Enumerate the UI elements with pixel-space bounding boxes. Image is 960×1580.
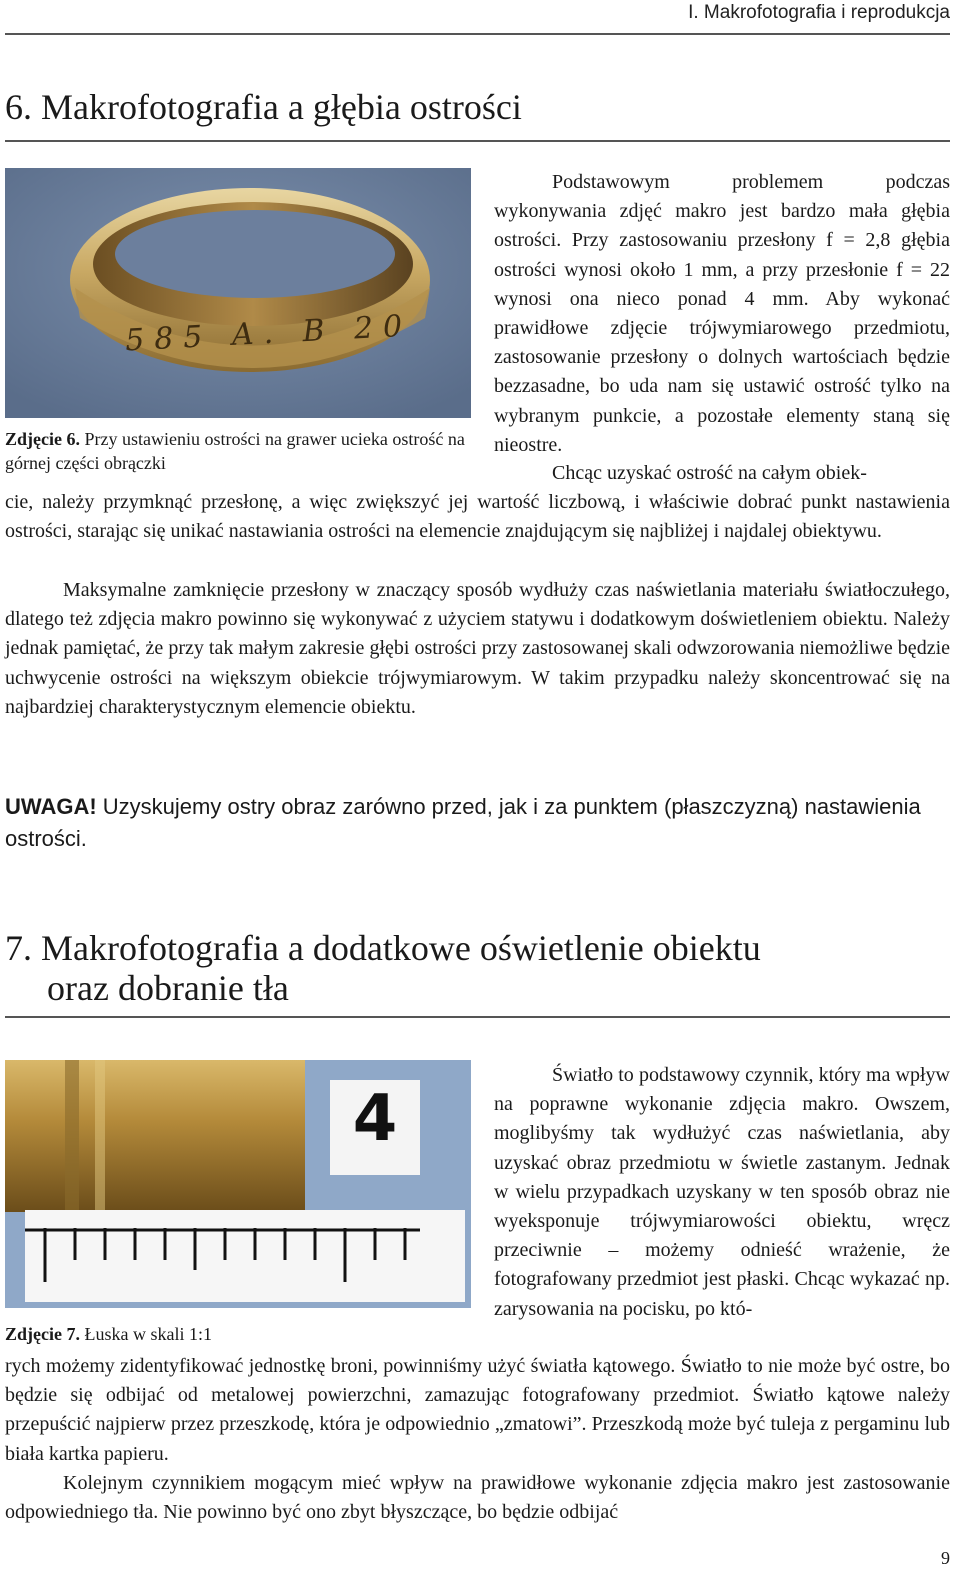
section-7-rule [5,1016,950,1018]
page-number: 9 [941,1548,950,1568]
figure-7-caption [5,1322,475,1346]
figure-7-caption-text: Łuska w skali 1:1 [84,1324,212,1344]
warning-text: Uzyskujemy ostry obraz zarówno przed, jak i za punktem (płaszczyzną) nastawienia ostrości. [5,794,921,851]
section-7-title [5,928,761,1008]
cartridge-number-label: 4 [352,1082,398,1156]
section-6-paragraph-2b: cie, należy przymknąć przesłonę, a więc zwiększyć jej wartość liczbową, i właściwie dobrać punkt nastawienia ostrości, starając się unikać nastawiania ostrości na elemencie znajdującym się najbliżej i najdalej obiektywu. [5,491,950,543]
figure-6-caption-label: Zdjęcie 6. [5,429,80,449]
figure-6-caption [5,427,475,475]
section-7-paragraph-1: Światło to podstawowy czynnik, który ma wpływ na poprawne wykonanie zdjęcia makro. Owszem, moglibyśmy tak wydłużyć czas naświetlania, aby uzyskać obraz przedmiotu w świetle zastanym. Jednak w wielu przypadkach uzyskany w ten sposób obraz nie wyeksponuje trójwymiarowości obiektu, wręcz przeciwnie – możemy odnieść wrażenie, że fotografowany przedmiot jest płaski. Chcąc wykazać np. zarysowania na pocisku, po któ- [494,1064,950,1320]
warning-box [5,791,950,855]
section-7-title-line-2: oraz dobranie tła [47,968,289,1008]
section-6-paragraph-1: Podstawowym problemem podczas wykonywania zdjęć makro jest bardzo mała głębia ostrości. Przy zastosowaniu przesłony f = 2,8 głębia ostrości wynosi około 1 mm, a przy przesłonie f = 22 wynosi ona nieco ponad 4 mm. Aby wykonać prawidłowe zdjęcie trójwymiarowego przedmiotu, zastosowanie przesłony o dolnych wartościach będzie bezzasadne, bo uda nam się ustawić ostrość tylko na wybranym punkcie, a pozostałe elementy staną się nieostre. [494,171,950,456]
figure-6-caption-text: Przy ustawieniu ostrości na grawer ucieka ostrość na górnej części obrączki [5,429,465,473]
section-7-paragraph-2: Kolejnym czynnikiem mogącym mieć wpływ na prawidłowe wykonanie zdjęcia makro jest zastosowanie odpowiedniego tła. Nie powinno być ono zbyt błyszczące, bo będzie odbijać [5,1472,950,1524]
ring-image [5,168,471,418]
figure-7-caption-label: Zdjęcie 7. [5,1324,80,1344]
ring-photo [5,168,471,418]
section-6-paragraph-3: Maksymalne zamknięcie przesłony w znaczący sposób wydłuży czas naświetlania materiału światłoczułego, dlatego też zdjęcia makro powinno się wykonywać z użyciem statywu i dodatkowym doświetleniem obiektu. Należy jednak pamiętać, że przy tak małym zakresie głębi ostrości przy zastosowanej skali odwzorowania niemożliwe będzie uchwycenie ostrości na większym obiekcie trójwymiarowym. W takim przypadku należy skoncentrować się na najbardziej charakterystycznym elemencie obiektu. [5,579,950,718]
cartridge-photo [5,1060,471,1308]
section-7-paragraph-1b: rych możemy zidentyfikować jednostkę broni, powinniśmy użyć światła kątowego. Światło to nie może być ostre, bo będzie się odbijać od metalowej powierzchni, zamazując fotografowany przedmiot. Światło kątowe należy przepuścić najpierw przez przeszkodę, która je odpowiednio „zmatowi”. Przeszkodą może być tuleja z pergaminu lub biała kartka papieru. [5,1355,950,1465]
section-6-rule [5,140,950,142]
running-header: I. Makrofotografia i reprodukcja [688,2,950,23]
section-6-title: 6. Makrofotografia a głębia ostrości [5,87,522,127]
section-7-title-line-1: 7. Makrofotografia a dodatkowe oświetlenie obiektu [5,928,761,968]
section-6-paragraph-2a: Chcąc uzyskać ostrość na całym obiek- [552,462,867,484]
ring-engraving: 585 A. B 20 [124,308,414,359]
warning-label: UWAGA! [5,794,97,819]
header-rule [5,33,950,35]
